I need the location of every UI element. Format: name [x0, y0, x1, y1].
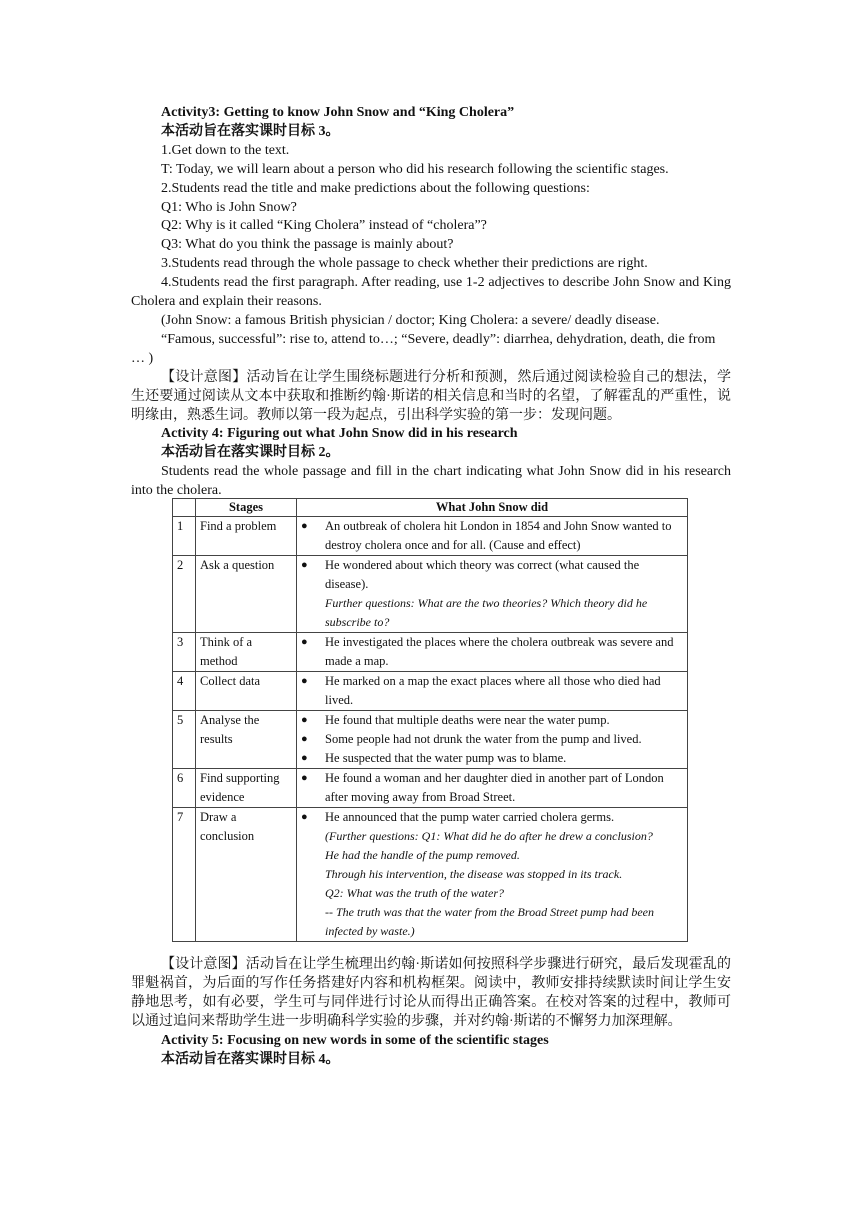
bullet-icon: ● — [301, 733, 308, 745]
table-row — [173, 808, 688, 942]
activity3-line: 1.Get down to the text. — [161, 142, 290, 158]
bullet-item — [301, 730, 683, 749]
stage-name: Think of a method — [196, 633, 297, 672]
bullet-text: Some people had not drunk the water from the pump and lived. — [325, 732, 642, 746]
table-row — [173, 633, 688, 672]
further-question-text: -- The truth was that the water from the Broad Street pump had been infected by waste.) — [325, 905, 654, 938]
further-question-text: He had the handle of the pump removed. — [325, 848, 520, 862]
bullet-item — [301, 749, 683, 768]
bullet-icon: ● — [301, 520, 308, 532]
bullet-text: He investigated the places where the cholera outbreak was severe and made a map. — [325, 635, 674, 668]
stage-actions — [297, 556, 688, 633]
activity3-line: Q2: Why is it called “King Cholera” instead of “cholera”? — [161, 218, 487, 234]
table-row — [173, 517, 688, 556]
stages-table — [172, 498, 688, 942]
bullet-text: He suspected that the water pump was to blame. — [325, 751, 567, 765]
activity3-step4: 4.Students read the first paragraph. After reading, use 1-2 adjectives to describe John Snow and King Cholera and explain their reasons. — [131, 275, 731, 310]
stage-number: 4 — [173, 672, 196, 711]
table-header-what-did: What John Snow did — [297, 499, 688, 517]
table-header-num — [173, 499, 196, 517]
activity3-design-intent: 【设计意图】活动旨在让学生围绕标题进行分析和预测，然后通过阅读检验自己的想法，学生还要通过阅读从文本中获取和推断约翰·斯诺的相关信息和当时的名望，了解霍乱的严重性，说明缘由，熟悉生词。教师以第一段为起点，引出科学实验的第一步：发现问题。 — [131, 369, 731, 423]
activity3-line: Q3: What do you think the passage is mainly about? — [161, 237, 454, 253]
activity3-answer: (John Snow: a famous British physician / doctor; King Cholera: a severe/ deadly disease. — [161, 312, 660, 328]
bullet-item — [301, 672, 683, 710]
stage-actions — [297, 769, 688, 808]
stage-number: 3 — [173, 633, 196, 672]
bullet-text: He wondered about which theory was correct (what caused the disease). — [325, 558, 640, 591]
stage-number: 7 — [173, 808, 196, 942]
activity3-line: 2.Students read the title and make predictions about the following questions: — [161, 180, 590, 196]
stage-name: Draw a conclusion — [196, 808, 297, 942]
activity3-line: 3.Students read through the whole passage to check whether their predictions are right. — [161, 256, 648, 272]
bullet-icon: ● — [301, 675, 308, 687]
activity5-heading: Activity 5: Focusing on new words in some of the scientific stages — [161, 1032, 549, 1048]
stage-number: 2 — [173, 556, 196, 633]
stage-name: Ask a question — [196, 556, 297, 633]
bullet-icon: ● — [301, 636, 308, 648]
table-row — [173, 672, 688, 711]
activity3-goal: 本活动旨在落实课时目标 3。 — [161, 123, 340, 139]
bullet-item — [301, 556, 683, 594]
stage-name: Analyse the results — [196, 711, 297, 769]
stage-actions — [297, 808, 688, 942]
activity3-section — [131, 104, 731, 501]
bullet-icon: ● — [301, 752, 308, 764]
stage-number: 1 — [173, 517, 196, 556]
bullet-item — [301, 808, 683, 827]
bullet-icon: ● — [301, 772, 308, 784]
further-question-text: Through his intervention, the disease was stopped in its track. — [325, 867, 623, 881]
activity3-heading: Activity3: Getting to know John Snow and “King Cholera” — [161, 105, 515, 120]
activity3-answer-words: “Famous, successful”: rise to, attend to…; “Severe, deadly”: diarrhea, dehydration, death, die from … ) — [131, 331, 716, 366]
activity4-instruction: Students read the whole passage and fill in the chart indicating what John Snow did in his research into the cholera. — [131, 464, 731, 499]
further-question-text: (Further questions: Q1: What did he do after he drew a conclusion? — [325, 829, 653, 843]
bullet-text: He found that multiple deaths were near the water pump. — [325, 713, 610, 727]
table-row — [173, 556, 688, 633]
stage-name: Find a problem — [196, 517, 297, 556]
activity3-line: Q1: Who is John Snow? — [161, 199, 297, 215]
table-header-row — [173, 499, 688, 517]
closing-section — [131, 956, 731, 1069]
stage-name: Find supporting evidence — [196, 769, 297, 808]
activity4-design-intent: 【设计意图】活动旨在让学生梳理出约翰·斯诺如何按照科学步骤进行研究，最后发现霍乱的罪魁祸首，为后面的写作任务搭建好内容和机构框架。阅读中，教师安排持续默读时间让学生安静地思考，如有必要，学生可与同伴进行讨论从而得出正确答案。在校对答案的过程中，教师可以通过追问来帮助学生进一步明确科学实验的步骤，并对约翰·斯诺的不懈努力加深理解。 — [131, 957, 731, 1029]
bullet-item — [301, 517, 683, 555]
table-header-stages: Stages — [196, 499, 297, 517]
bullet-icon: ● — [301, 811, 308, 823]
stage-name: Collect data — [196, 672, 297, 711]
bullet-icon: ● — [301, 559, 308, 571]
stage-number: 5 — [173, 711, 196, 769]
bullet-text: He announced that the pump water carried cholera germs. — [325, 810, 615, 824]
bullet-text: An outbreak of cholera hit London in 1854 and John Snow wanted to destroy cholera once and for all. (Cause and effect) — [325, 519, 672, 552]
bullet-item — [301, 633, 683, 671]
table-body — [173, 517, 688, 942]
stage-actions — [297, 633, 688, 672]
bullet-text: He found a woman and her daughter died in another part of London after moving away from Broad Street. — [325, 771, 664, 804]
bullet-icon: ● — [301, 714, 308, 726]
further-question-text: Further questions: What are the two theories? Which theory did he subscribe to? — [325, 596, 648, 629]
table-row — [173, 711, 688, 769]
further-question-text: Q2: What was the truth of the water? — [325, 886, 504, 900]
bullet-text: He marked on a map the exact places where all those who died had lived. — [325, 674, 661, 707]
bullet-item — [301, 769, 683, 807]
activity3-line: T: Today, we will learn about a person who did his research following the scientific stages. — [161, 161, 669, 177]
stage-actions — [297, 711, 688, 769]
activity4-heading: Activity 4: Figuring out what John Snow did in his research — [161, 426, 518, 442]
table-row — [173, 769, 688, 808]
activity4-goal: 本活动旨在落实课时目标 2。 — [161, 445, 340, 461]
stage-actions — [297, 517, 688, 556]
stage-actions — [297, 672, 688, 711]
activity5-goal: 本活动旨在落实课时目标 4。 — [161, 1051, 340, 1067]
stage-number: 6 — [173, 769, 196, 808]
bullet-item — [301, 711, 683, 730]
